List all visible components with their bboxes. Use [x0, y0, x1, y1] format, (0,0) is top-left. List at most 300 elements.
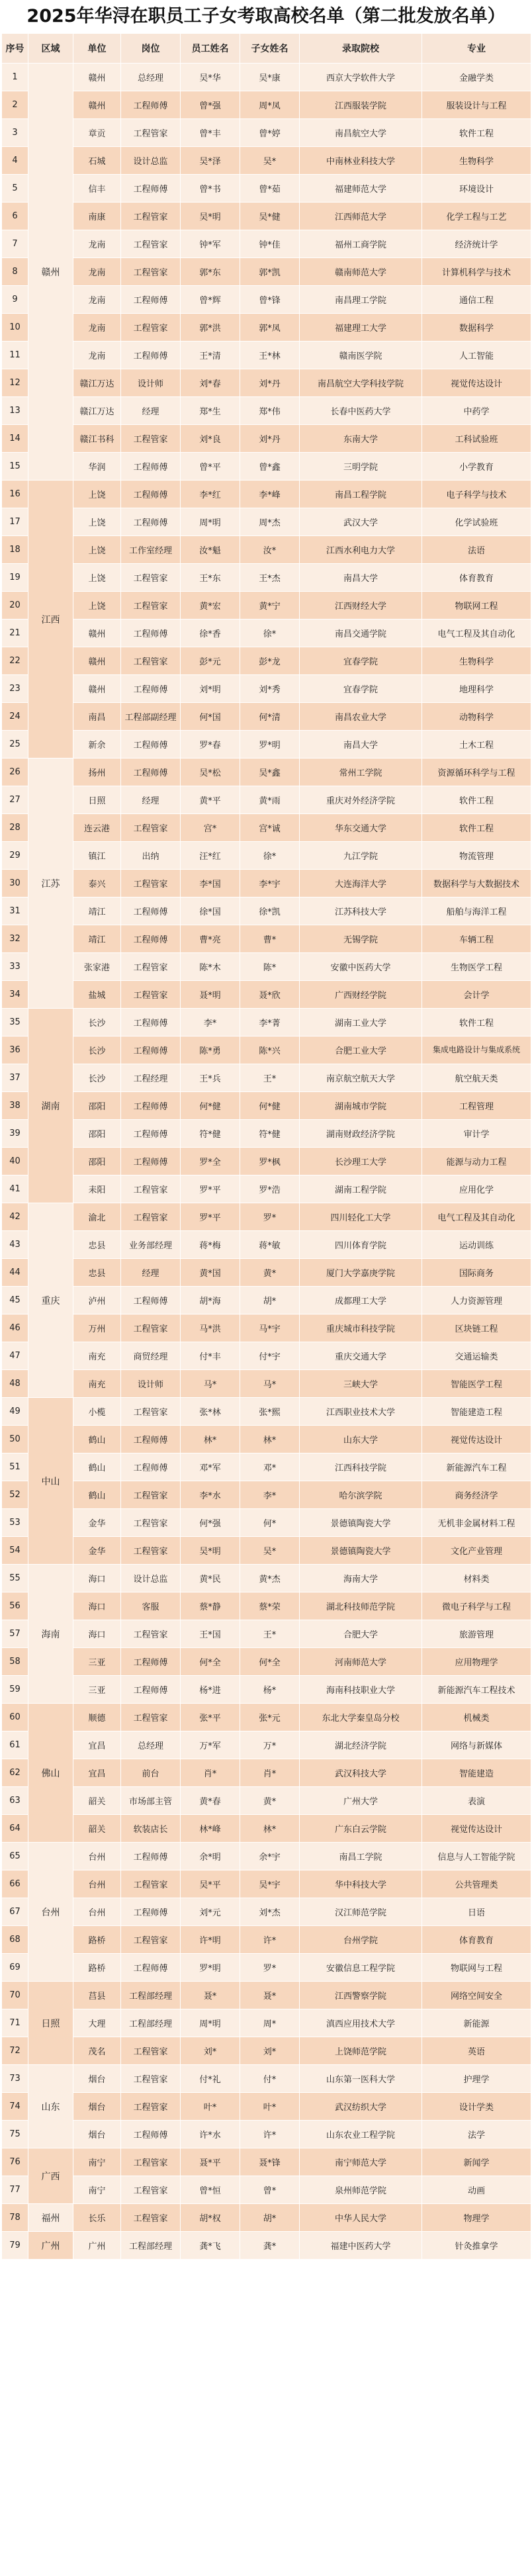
- post-cell: 工程管家: [121, 2176, 181, 2204]
- table-row: [2, 1370, 531, 1398]
- unit-cell: 韶关: [73, 1815, 121, 1843]
- child-name-cell: 郑*伟: [240, 397, 300, 425]
- unit-cell: 上饶: [73, 592, 121, 620]
- region-cell: 湖南: [28, 1009, 73, 1203]
- row-number: 50: [2, 1426, 28, 1453]
- region-cell: 福州: [28, 2204, 73, 2232]
- major-cell: 工科试验班: [422, 425, 531, 453]
- row-number: 45: [2, 1287, 28, 1314]
- row-number: 55: [2, 1565, 28, 1592]
- unit-cell: 长沙: [73, 1064, 121, 1092]
- major-cell: 新闻学: [422, 2148, 531, 2176]
- row-number: 68: [2, 1926, 28, 1954]
- row-number: 12: [2, 369, 28, 397]
- unit-cell: 赣州: [73, 91, 121, 119]
- major-cell: 物联网工程: [422, 592, 531, 620]
- table-row: [2, 1092, 531, 1120]
- table-row: [2, 1898, 531, 1926]
- unit-cell: 顺德: [73, 1704, 121, 1731]
- child-name-cell: 周*杰: [240, 508, 300, 536]
- row-number: 54: [2, 1537, 28, 1565]
- staff-name-cell: 郭*洪: [181, 314, 240, 342]
- major-cell: 日语: [422, 1898, 531, 1926]
- staff-name-cell: 王*东: [181, 564, 240, 592]
- unit-cell: 泸州: [73, 1287, 121, 1314]
- row-number: 51: [2, 1453, 28, 1481]
- staff-name-cell: 王*清: [181, 342, 240, 369]
- staff-name-cell: 符*健: [181, 1120, 240, 1148]
- table-row: [2, 870, 531, 897]
- row-number: 61: [2, 1731, 28, 1759]
- header-major: 专业: [422, 34, 531, 64]
- child-name-cell: 郭*凯: [240, 258, 300, 286]
- row-number: 16: [2, 481, 28, 508]
- table-row: [2, 1815, 531, 1843]
- school-cell: 湖南工程学院: [300, 1175, 422, 1203]
- school-cell: 重庆交通大学: [300, 1342, 422, 1370]
- row-number: 60: [2, 1704, 28, 1731]
- table-row: [2, 1537, 531, 1565]
- post-cell: 工程师傅: [121, 759, 181, 786]
- unit-cell: 靖江: [73, 897, 121, 925]
- region-cell: 江西: [28, 481, 73, 759]
- row-number: 7: [2, 230, 28, 258]
- staff-name-cell: 曹*亮: [181, 925, 240, 953]
- table-row: [2, 759, 531, 786]
- table-row: [2, 175, 531, 203]
- post-cell: 经理: [121, 786, 181, 814]
- staff-name-cell: 蔡*静: [181, 1592, 240, 1620]
- table-row: [2, 620, 531, 647]
- child-name-cell: 吴*: [240, 147, 300, 175]
- table-row: [2, 1870, 531, 1898]
- table-row: [2, 1064, 531, 1092]
- staff-name-cell: 罗*平: [181, 1175, 240, 1203]
- major-cell: 针灸推拿学: [422, 2232, 531, 2260]
- post-cell: 设计总监: [121, 1565, 181, 1592]
- major-cell: 旅游管理: [422, 1620, 531, 1648]
- post-cell: 工程管家: [121, 314, 181, 342]
- school-cell: 江西科技学院: [300, 1453, 422, 1481]
- row-number: 59: [2, 1676, 28, 1704]
- unit-cell: 赣州: [73, 675, 121, 703]
- unit-cell: 南宁: [73, 2148, 121, 2176]
- row-number: 13: [2, 397, 28, 425]
- row-number: 11: [2, 342, 28, 369]
- table-row: [2, 1592, 531, 1620]
- post-cell: 工程管家: [121, 1620, 181, 1648]
- major-cell: 新能源: [422, 2009, 531, 2037]
- child-name-cell: 罗*: [240, 1203, 300, 1231]
- post-cell: 工程师傅: [121, 1287, 181, 1314]
- unit-cell: 上饶: [73, 508, 121, 536]
- staff-name-cell: 张*平: [181, 1704, 240, 1731]
- post-cell: 业务部经理: [121, 1231, 181, 1259]
- post-cell: 工程师傅: [121, 675, 181, 703]
- child-name-cell: 叶*: [240, 2093, 300, 2121]
- row-number: 79: [2, 2232, 28, 2260]
- row-number: 62: [2, 1759, 28, 1787]
- table-row: [2, 314, 531, 342]
- child-name-cell: 邓*: [240, 1453, 300, 1481]
- staff-name-cell: 余*明: [181, 1843, 240, 1870]
- unit-cell: 小榄: [73, 1398, 121, 1426]
- post-cell: 出纳: [121, 842, 181, 870]
- major-cell: 中药学: [422, 397, 531, 425]
- table-row: [2, 1759, 531, 1787]
- row-number: 74: [2, 2093, 28, 2121]
- table-row: [2, 1926, 531, 1954]
- post-cell: 市场部主管: [121, 1787, 181, 1815]
- unit-cell: 万州: [73, 1314, 121, 1342]
- row-number: 17: [2, 508, 28, 536]
- major-cell: 金融学类: [422, 64, 531, 91]
- region-cell: 台州: [28, 1843, 73, 1982]
- row-number: 14: [2, 425, 28, 453]
- table-row: [2, 119, 531, 147]
- post-cell: 工程管家: [121, 2093, 181, 2121]
- school-cell: 华东交通大学: [300, 814, 422, 842]
- school-cell: 南昌工学院: [300, 1843, 422, 1870]
- post-cell: 工程部经理: [121, 2009, 181, 2037]
- table-row: [2, 258, 531, 286]
- post-cell: 工程管家: [121, 1870, 181, 1898]
- row-number: 22: [2, 647, 28, 675]
- staff-name-cell: 钟*军: [181, 230, 240, 258]
- school-cell: 江西职业技术大学: [300, 1398, 422, 1426]
- school-cell: 福建师范大学: [300, 175, 422, 203]
- child-name-cell: 万*: [240, 1731, 300, 1759]
- child-name-cell: 蔡*荣: [240, 1592, 300, 1620]
- school-cell: 江西水利电力大学: [300, 536, 422, 564]
- major-cell: 化学试验班: [422, 508, 531, 536]
- child-name-cell: 黄*: [240, 1787, 300, 1815]
- region-cell: 山东: [28, 2065, 73, 2148]
- row-number: 72: [2, 2037, 28, 2065]
- staff-name-cell: 曾*辉: [181, 286, 240, 314]
- post-cell: 工作室经理: [121, 536, 181, 564]
- major-cell: 法学: [422, 2121, 531, 2148]
- child-name-cell: 肖*: [240, 1759, 300, 1787]
- school-cell: 合肥工业大学: [300, 1036, 422, 1064]
- table-row: [2, 286, 531, 314]
- major-cell: 网络与新媒体: [422, 1731, 531, 1759]
- table-row: [2, 2148, 531, 2176]
- staff-name-cell: 黄*平: [181, 786, 240, 814]
- school-cell: 武汉科技大学: [300, 1759, 422, 1787]
- post-cell: 工程师傅: [121, 1676, 181, 1704]
- table-row: [2, 675, 531, 703]
- post-cell: 工程管家: [121, 1481, 181, 1509]
- unit-cell: 邵阳: [73, 1148, 121, 1175]
- post-cell: 工程师傅: [121, 1843, 181, 1870]
- school-cell: 南宁师范大学: [300, 2148, 422, 2176]
- table-row: [2, 1148, 531, 1175]
- staff-name-cell: 罗*明: [181, 1954, 240, 1982]
- row-number: 37: [2, 1064, 28, 1092]
- table-row: [2, 2121, 531, 2148]
- row-number: 73: [2, 2065, 28, 2093]
- staff-name-cell: 张*林: [181, 1398, 240, 1426]
- row-number: 48: [2, 1370, 28, 1398]
- child-name-cell: 张*熙: [240, 1398, 300, 1426]
- major-cell: 视觉传达设计: [422, 1815, 531, 1843]
- child-name-cell: 郭*凤: [240, 314, 300, 342]
- post-cell: 工程师傅: [121, 1148, 181, 1175]
- child-name-cell: 许*: [240, 2121, 300, 2148]
- school-cell: 南昌农业大学: [300, 703, 422, 731]
- table-row: [2, 1009, 531, 1036]
- staff-name-cell: 吴*泽: [181, 147, 240, 175]
- child-name-cell: 何*全: [240, 1648, 300, 1676]
- major-cell: 微电子科学与工程: [422, 1592, 531, 1620]
- unit-cell: 靖江: [73, 925, 121, 953]
- row-number: 38: [2, 1092, 28, 1120]
- staff-name-cell: 李*国: [181, 870, 240, 897]
- major-cell: 新能源汽车工程: [422, 1453, 531, 1481]
- unit-cell: 长乐: [73, 2204, 121, 2232]
- school-cell: 长沙理工大学: [300, 1148, 422, 1175]
- staff-name-cell: 曾*恒: [181, 2176, 240, 2204]
- table-row: [2, 1731, 531, 1759]
- unit-cell: 新余: [73, 731, 121, 759]
- row-number: 15: [2, 453, 28, 481]
- major-cell: 物理学: [422, 2204, 531, 2232]
- row-number: 46: [2, 1314, 28, 1342]
- major-cell: 服装设计与工程: [422, 91, 531, 119]
- child-name-cell: 曹*: [240, 925, 300, 953]
- staff-name-cell: 何*全: [181, 1648, 240, 1676]
- row-number: 1: [2, 64, 28, 91]
- post-cell: 软装店长: [121, 1815, 181, 1843]
- post-cell: 工程部经理: [121, 2232, 181, 2260]
- unit-cell: 韶关: [73, 1787, 121, 1815]
- school-cell: 福州工商学院: [300, 230, 422, 258]
- post-cell: 工程管家: [121, 1704, 181, 1731]
- school-cell: 常州工学院: [300, 759, 422, 786]
- major-cell: 通信工程: [422, 286, 531, 314]
- row-number: 33: [2, 953, 28, 981]
- child-name-cell: 周*: [240, 2009, 300, 2037]
- table-row: [2, 1342, 531, 1370]
- school-cell: 广东白云学院: [300, 1815, 422, 1843]
- child-name-cell: 林*: [240, 1815, 300, 1843]
- post-cell: 设计师: [121, 369, 181, 397]
- unit-cell: 路桥: [73, 1954, 121, 1982]
- post-cell: 工程师傅: [121, 342, 181, 369]
- child-name-cell: 吴*宇: [240, 1870, 300, 1898]
- table-row: [2, 2037, 531, 2065]
- school-cell: 赣南师范大学: [300, 258, 422, 286]
- school-cell: 南昌交通学院: [300, 620, 422, 647]
- row-number: 10: [2, 314, 28, 342]
- unit-cell: 莒县: [73, 1982, 121, 2009]
- post-cell: 工程管家: [121, 1926, 181, 1954]
- school-cell: 成都理工大学: [300, 1287, 422, 1314]
- major-cell: 物联网与工程: [422, 1954, 531, 1982]
- school-cell: 长春中医药大学: [300, 397, 422, 425]
- staff-name-cell: 马*洪: [181, 1314, 240, 1342]
- school-cell: 海南科技职业大学: [300, 1676, 422, 1704]
- table-row: [2, 1453, 531, 1481]
- row-number: 35: [2, 1009, 28, 1036]
- child-name-cell: 陈*: [240, 953, 300, 981]
- row-number: 31: [2, 897, 28, 925]
- major-cell: 智能建造工程: [422, 1398, 531, 1426]
- staff-name-cell: 马*: [181, 1370, 240, 1398]
- school-cell: 东南大学: [300, 425, 422, 453]
- unit-cell: 龙南: [73, 258, 121, 286]
- table-row: [2, 1787, 531, 1815]
- child-name-cell: 李*宇: [240, 870, 300, 897]
- staff-name-cell: 黄*民: [181, 1565, 240, 1592]
- child-name-cell: 吴*鑫: [240, 759, 300, 786]
- child-name-cell: 罗*: [240, 1954, 300, 1982]
- unit-cell: 赣江书科: [73, 425, 121, 453]
- table-row: [2, 397, 531, 425]
- post-cell: 工程管家: [121, 119, 181, 147]
- table-row: [2, 1426, 531, 1453]
- table-row: [2, 1843, 531, 1870]
- table-row: [2, 91, 531, 119]
- school-cell: 湖南工业大学: [300, 1009, 422, 1036]
- staff-name-cell: 罗*全: [181, 1148, 240, 1175]
- row-number: 67: [2, 1898, 28, 1926]
- school-cell: 合肥大学: [300, 1620, 422, 1648]
- major-cell: 英语: [422, 2037, 531, 2065]
- post-cell: 工程管家: [121, 1175, 181, 1203]
- school-cell: 重庆城市科技学院: [300, 1314, 422, 1342]
- school-cell: 江西服装学院: [300, 91, 422, 119]
- table-row: [2, 1982, 531, 2009]
- row-number: 6: [2, 203, 28, 230]
- child-name-cell: 刘*: [240, 2037, 300, 2065]
- table-row: [2, 2093, 531, 2121]
- post-cell: 工程师傅: [121, 620, 181, 647]
- child-name-cell: 刘*丹: [240, 425, 300, 453]
- major-cell: 国际商务: [422, 1259, 531, 1287]
- school-cell: 哈尔滨学院: [300, 1481, 422, 1509]
- unit-cell: 烟台: [73, 2093, 121, 2121]
- child-name-cell: 刘*丹: [240, 369, 300, 397]
- post-cell: 工程管家: [121, 1314, 181, 1342]
- staff-name-cell: 吴*平: [181, 1870, 240, 1898]
- major-cell: 运动训练: [422, 1231, 531, 1259]
- major-cell: 化学工程与工艺: [422, 203, 531, 230]
- row-number: 24: [2, 703, 28, 731]
- row-number: 56: [2, 1592, 28, 1620]
- staff-name-cell: 吴*明: [181, 203, 240, 230]
- major-cell: 视觉传达设计: [422, 1426, 531, 1453]
- school-cell: 江西财经大学: [300, 592, 422, 620]
- table-row: [2, 1175, 531, 1203]
- row-number: 9: [2, 286, 28, 314]
- table-row: [2, 2176, 531, 2204]
- child-name-cell: 何*健: [240, 1092, 300, 1120]
- post-cell: 工程师傅: [121, 453, 181, 481]
- table-row: [2, 1231, 531, 1259]
- table-row: [2, 2065, 531, 2093]
- school-cell: 中南林业科技大学: [300, 147, 422, 175]
- school-cell: 广州大学: [300, 1787, 422, 1815]
- row-number: 30: [2, 870, 28, 897]
- post-cell: 工程管家: [121, 1398, 181, 1426]
- child-name-cell: 聂*锋: [240, 2148, 300, 2176]
- row-number: 75: [2, 2121, 28, 2148]
- staff-name-cell: 黄*春: [181, 1787, 240, 1815]
- post-cell: 总经理: [121, 64, 181, 91]
- child-name-cell: 张*元: [240, 1704, 300, 1731]
- major-cell: 法语: [422, 536, 531, 564]
- child-name-cell: 曾*: [240, 2176, 300, 2204]
- school-cell: 西京大学软件大学: [300, 64, 422, 91]
- child-name-cell: 李*峰: [240, 481, 300, 508]
- row-number: 25: [2, 731, 28, 759]
- major-cell: 应用化学: [422, 1175, 531, 1203]
- major-cell: 智能建造: [422, 1759, 531, 1787]
- unit-cell: 扬州: [73, 759, 121, 786]
- staff-name-cell: 万*军: [181, 1731, 240, 1759]
- post-cell: 商贸经理: [121, 1342, 181, 1370]
- unit-cell: 龙南: [73, 286, 121, 314]
- post-cell: 工程师傅: [121, 1092, 181, 1120]
- row-number: 41: [2, 1175, 28, 1203]
- staff-name-cell: 郑*生: [181, 397, 240, 425]
- header-school: 录取院校: [300, 34, 422, 64]
- header-staff-name: 员工姓名: [181, 34, 240, 64]
- table-row: [2, 369, 531, 397]
- major-cell: 护理学: [422, 2065, 531, 2093]
- table-row: [2, 592, 531, 620]
- school-cell: 福建中医药大学: [300, 2232, 422, 2260]
- post-cell: 工程师傅: [121, 731, 181, 759]
- major-cell: 能源与动力工程: [422, 1148, 531, 1175]
- major-cell: 数据科学与大数据技术: [422, 870, 531, 897]
- staff-name-cell: 吴*明: [181, 1537, 240, 1565]
- school-cell: 滇西应用技术大学: [300, 2009, 422, 2037]
- unit-cell: 长沙: [73, 1036, 121, 1064]
- major-cell: 人工智能: [422, 342, 531, 369]
- child-name-cell: 罗*枫: [240, 1148, 300, 1175]
- row-number: 64: [2, 1815, 28, 1843]
- staff-name-cell: 李*水: [181, 1481, 240, 1509]
- major-cell: 软件工程: [422, 119, 531, 147]
- school-cell: 南昌航空大学: [300, 119, 422, 147]
- row-number: 21: [2, 620, 28, 647]
- school-cell: 九江学院: [300, 842, 422, 870]
- school-cell: 湖南城市学院: [300, 1092, 422, 1120]
- staff-name-cell: 吴*松: [181, 759, 240, 786]
- staff-name-cell: 何*强: [181, 1509, 240, 1537]
- table-row: [2, 1565, 531, 1592]
- row-number: 2: [2, 91, 28, 119]
- post-cell: 工程管家: [121, 953, 181, 981]
- major-cell: 文化产业管理: [422, 1537, 531, 1565]
- table-row: [2, 1620, 531, 1648]
- major-cell: 动物科学: [422, 703, 531, 731]
- school-cell: 无锡学院: [300, 925, 422, 953]
- row-number: 36: [2, 1036, 28, 1064]
- major-cell: 公共管理类: [422, 1870, 531, 1898]
- staff-name-cell: 刘*明: [181, 675, 240, 703]
- school-cell: 河南师范大学: [300, 1648, 422, 1676]
- unit-cell: 赣州: [73, 64, 121, 91]
- child-name-cell: 罗*浩: [240, 1175, 300, 1203]
- unit-cell: 茂名: [73, 2037, 121, 2065]
- major-cell: 会计学: [422, 981, 531, 1009]
- child-name-cell: 曾*鑫: [240, 453, 300, 481]
- unit-cell: 三亚: [73, 1676, 121, 1704]
